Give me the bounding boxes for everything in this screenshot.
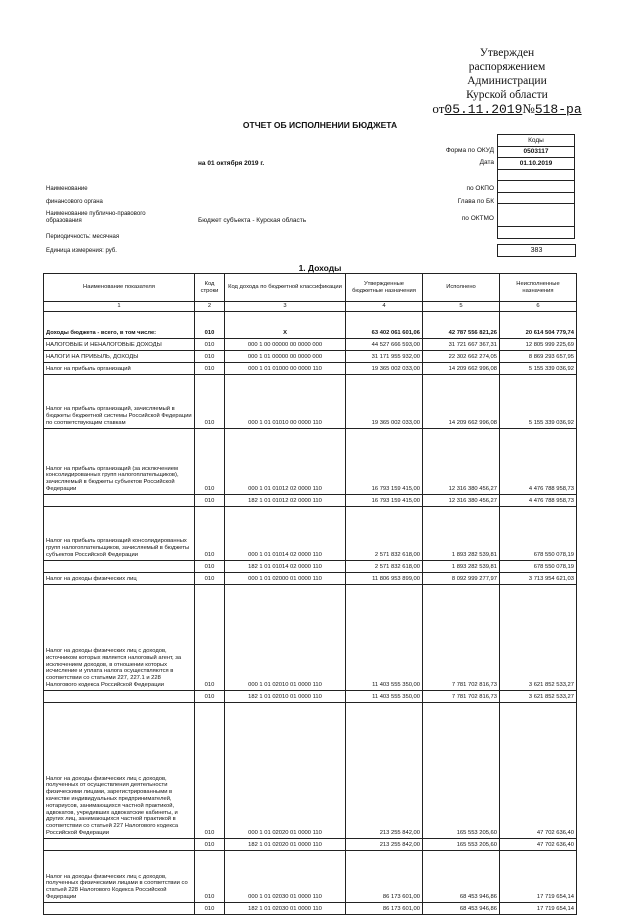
approval-number-line: [432, 102, 582, 117]
row-code: 010: [195, 362, 225, 374]
table-row: [44, 850, 577, 902]
row-unexecuted: 678 550 078,19: [500, 560, 577, 572]
budget-subject: Бюджет субъекта - Курская область: [198, 217, 307, 224]
glava-code: [498, 192, 575, 204]
row-name: [44, 690, 195, 702]
approval-line3: Курской области: [466, 89, 548, 101]
row-kbk: 182 1 01 02030 01 0000 110: [225, 902, 346, 914]
row-name: [44, 494, 195, 506]
okud-code: 0503117: [498, 146, 575, 158]
row-unexecuted: 678 550 078,19: [500, 506, 577, 560]
row-kbk: 182 1 01 01014 02 0000 110: [225, 560, 346, 572]
row-executed: 7 781 702 816,73: [423, 584, 500, 690]
row-unexecuted: 8 869 293 657,95: [500, 350, 577, 362]
row-kbk: 000 1 01 00000 00 0000 000: [225, 350, 346, 362]
approval-line1: Утвержден: [479, 47, 535, 59]
row-code: 010: [195, 494, 225, 506]
col-kbk-header: Код дохода по бюджетной классификации: [225, 274, 346, 302]
row-name: Доходы бюджета - всего, в том числе:: [44, 311, 195, 338]
report-title: ОТЧЕТ ОБ ИСПОЛНЕНИИ БЮДЖЕТА: [242, 120, 398, 130]
row-code: 010: [195, 690, 225, 702]
table-row: [44, 374, 577, 428]
label-naim-ppo: Наименование публично-правового образования: [46, 211, 146, 224]
row-kbk: 000 1 01 02030 01 0000 110: [225, 850, 346, 902]
approval-stamp: [432, 46, 582, 117]
row-approved: 16 793 159 415,00: [346, 494, 423, 506]
row-approved: 86 173 601,00: [346, 850, 423, 902]
col-executed-header: Исполнено: [423, 274, 500, 302]
row-name: Налог на прибыль организаций, зачисляемый в бюджеты бюджетной системы Российской Федерации по соответствующим ставкам: [44, 374, 195, 428]
report-date: на 01 октября 2019 г.: [198, 160, 265, 167]
row-kbk: 000 1 00 00000 00 0000 000: [225, 338, 346, 350]
section-title: 1. Доходы: [298, 263, 342, 273]
glava-label: Глава по БК: [457, 198, 494, 205]
row-name: Налог на прибыль организаций (за исключением консолидированных групп налогоплательщиков), зачисляемый в бюджеты субъектов Российской Федерации: [44, 428, 195, 494]
row-name: Налог на доходы физических лиц с доходов, полученных от осуществления деятельности физическими лицами, зарегистрированными в качестве индивидуальных предпринимателей, нотариусов, занимающихся частной практикой, адвокатов, учредивших адвокатские кабинеты, и других лиц, занимающихся частной практикой в соответствии со статьей 227 Налогового кодекса Российской Федерации: [44, 702, 195, 838]
label-naim: Наименование: [46, 186, 88, 192]
table-row: [44, 311, 577, 338]
table-row: [44, 584, 577, 690]
date-label: Дата: [479, 159, 494, 166]
row-approved: 63 402 061 601,06: [346, 311, 423, 338]
col-name-header: Наименование показателя: [44, 274, 195, 302]
row-unexecuted: 3 621 852 533,27: [500, 584, 577, 690]
row-approved: 16 793 159 415,00: [346, 428, 423, 494]
row-unexecuted: 5 155 339 036,92: [500, 362, 577, 374]
row-executed: 165 553 205,60: [423, 702, 500, 838]
table-row: [44, 338, 577, 350]
row-executed: 7 781 702 816,73: [423, 690, 500, 702]
row-executed: 14 209 662 996,08: [423, 374, 500, 428]
row-code: 010: [195, 560, 225, 572]
table-row: [44, 572, 577, 584]
row-kbk: 000 1 01 02020 01 0000 110: [225, 702, 346, 838]
row-name: НАЛОГИ НА ПРИБЫЛЬ, ДОХОДЫ: [44, 350, 195, 362]
row-executed: 22 302 662 274,05: [423, 350, 500, 362]
row-unexecuted: 17 719 654,14: [500, 902, 577, 914]
col-approved-header: Утвержденные бюджетные назначения: [346, 274, 423, 302]
table-row: [44, 702, 577, 838]
row-kbk: 000 1 01 01012 02 0000 110: [225, 428, 346, 494]
row-code: 010: [195, 902, 225, 914]
row-executed: 68 453 946,86: [423, 850, 500, 902]
unit-code: 383: [497, 244, 576, 257]
row-kbk: 000 1 01 01000 00 0000 110: [225, 362, 346, 374]
row-kbk: 000 1 01 02010 01 0000 110: [225, 584, 346, 690]
codes-table: [497, 134, 575, 239]
row-unexecuted: 12 805 999 225,69: [500, 338, 577, 350]
period-code: [498, 227, 575, 239]
row-unexecuted: 20 614 504 779,74: [500, 311, 577, 338]
row-executed: 12 316 380 456,27: [423, 428, 500, 494]
approval-prefix: от: [432, 101, 445, 116]
row-code: 010: [195, 338, 225, 350]
row-executed: 31 721 667 367,31: [423, 338, 500, 350]
row-kbk: X: [225, 311, 346, 338]
approval-num-sign: №: [522, 101, 535, 116]
row-code: 010: [195, 311, 225, 338]
table-row: [44, 560, 577, 572]
row-approved: 213 255 842,00: [346, 702, 423, 838]
table-row: [44, 902, 577, 914]
row-name: Налог на доходы физических лиц с доходов, источником которых является налоговый агент, за исключением доходов, в отношении которых исчисление и уплата налога осуществляются в соответствии со статьями 227, 227.1 и 228 Налогового кодекса Российской Федерации: [44, 584, 195, 690]
row-name: [44, 902, 195, 914]
row-name: Налог на прибыль организаций консолидированных групп налогоплательщиков, зачисляемый в бюджеты субъектов Российской Федерации: [44, 506, 195, 560]
row-unexecuted: 4 476 788 958,73: [500, 494, 577, 506]
label-unit: Единица измерения: руб.: [46, 248, 117, 254]
row-approved: 11 403 555 350,00: [346, 584, 423, 690]
row-kbk: 000 1 01 01014 02 0000 110: [225, 506, 346, 560]
row-approved: 11 806 953 899,00: [346, 572, 423, 584]
row-kbk: 000 1 01 02000 01 0000 110: [225, 572, 346, 584]
row-approved: 213 255 842,00: [346, 838, 423, 850]
table-row: [44, 506, 577, 560]
col-number: 4: [346, 302, 423, 312]
codes-header: Коды: [498, 135, 575, 147]
oktmo-code: [498, 204, 575, 227]
row-kbk: 182 1 01 01012 02 0000 110: [225, 494, 346, 506]
row-kbk: 000 1 01 01010 00 0000 110: [225, 374, 346, 428]
table-row: [44, 428, 577, 494]
row-approved: 2 571 832 618,00: [346, 506, 423, 560]
table-row: [44, 838, 577, 850]
row-approved: 86 173 601,00: [346, 902, 423, 914]
row-code: 010: [195, 702, 225, 838]
date-code: 01.10.2019: [498, 158, 575, 170]
row-name: [44, 560, 195, 572]
okpo-code: [498, 181, 575, 193]
row-code: 010: [195, 850, 225, 902]
table-row: [44, 690, 577, 702]
row-approved: 19 365 002 033,00: [346, 362, 423, 374]
row-executed: 1 893 282 539,81: [423, 560, 500, 572]
table-row: [44, 494, 577, 506]
row-executed: 14 209 662 996,08: [423, 362, 500, 374]
approval-line2: распоряжением Администрации: [467, 61, 547, 87]
col-code-header: Код строки: [195, 274, 225, 302]
col-unexecuted-header: Неисполненные назначения: [500, 274, 577, 302]
label-fin-org: финансового органа: [46, 199, 103, 205]
col-number: 3: [225, 302, 346, 312]
col-number: 1: [44, 302, 195, 312]
row-code: 010: [195, 428, 225, 494]
row-executed: 68 453 946,86: [423, 902, 500, 914]
row-code: 010: [195, 506, 225, 560]
approval-date: 05.11.2019: [444, 102, 523, 117]
row-approved: 2 571 832 618,00: [346, 560, 423, 572]
label-period: Периодичность: месячная: [46, 234, 120, 240]
row-code: 010: [195, 838, 225, 850]
row-executed: 42 787 556 821,26: [423, 311, 500, 338]
row-approved: 44 527 666 593,00: [346, 338, 423, 350]
approval-number: 518-ра: [534, 102, 582, 117]
row-unexecuted: 3 621 852 533,27: [500, 690, 577, 702]
row-executed: 165 553 205,60: [423, 838, 500, 850]
okpo-label: по ОКПО: [466, 185, 494, 192]
row-executed: 1 893 282 539,81: [423, 506, 500, 560]
row-name: Налог на доходы физических лиц с доходов, полученных физическими лицами в соответствии со статьей 228 Налогового Кодекса Российской Федерации: [44, 850, 195, 902]
row-name: НАЛОГОВЫЕ И НЕНАЛОГОВЫЕ ДОХОДЫ: [44, 338, 195, 350]
row-code: 010: [195, 350, 225, 362]
row-executed: 8 092 999 277,97: [423, 572, 500, 584]
row-name: Налог на доходы физических лиц: [44, 572, 195, 584]
row-kbk: 182 1 01 02010 01 0000 110: [225, 690, 346, 702]
row-code: 010: [195, 572, 225, 584]
oktmo-label: по ОКТМО: [461, 215, 494, 222]
row-approved: 19 365 002 033,00: [346, 374, 423, 428]
row-unexecuted: 4 476 788 958,73: [500, 428, 577, 494]
row-code: 010: [195, 374, 225, 428]
row-approved: 31 171 955 932,00: [346, 350, 423, 362]
row-unexecuted: 17 719 654,14: [500, 850, 577, 902]
col-number: 5: [423, 302, 500, 312]
col-number: 6: [500, 302, 577, 312]
row-kbk: 182 1 01 02020 01 0000 110: [225, 838, 346, 850]
row-unexecuted: 3 713 954 621,03: [500, 572, 577, 584]
table-row: [44, 350, 577, 362]
row-name: [44, 838, 195, 850]
col-number: 2: [195, 302, 225, 312]
row-unexecuted: 47 702 636,40: [500, 838, 577, 850]
okud-label: Форма по ОКУД: [445, 147, 494, 154]
row-unexecuted: 47 702 636,40: [500, 702, 577, 838]
row-unexecuted: 5 155 339 036,92: [500, 374, 577, 428]
row-code: 010: [195, 584, 225, 690]
row-name: Налог на прибыль организаций: [44, 362, 195, 374]
row-approved: 11 403 555 350,00: [346, 690, 423, 702]
table-row: [44, 362, 577, 374]
empty-code-cell: [498, 169, 575, 181]
row-executed: 12 316 380 456,27: [423, 494, 500, 506]
income-table: [43, 273, 577, 915]
